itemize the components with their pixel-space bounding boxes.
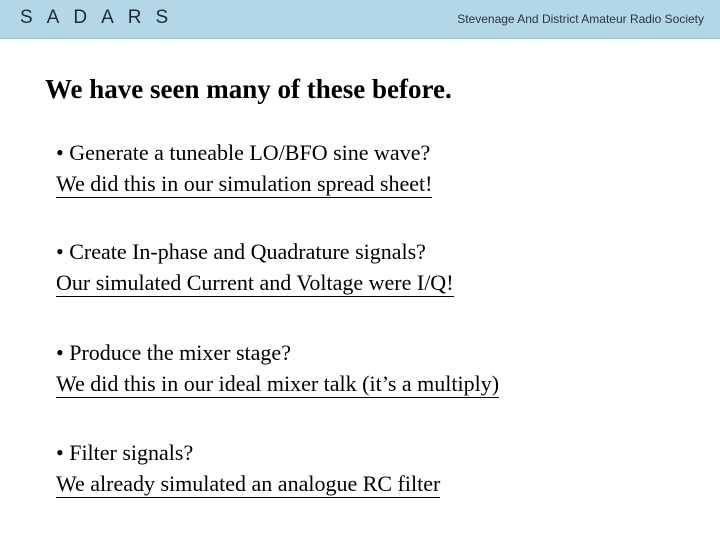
bullet-answer: We already simulated an analogue RC filter (56, 471, 441, 496)
bullet-answer: Our simulated Current and Voltage were I/Q! (56, 270, 454, 295)
bullet-answer: We did this in our simulation spread sheet! (56, 171, 433, 196)
bullet-item (56, 337, 499, 399)
bullet-answer: We did this in our ideal mixer talk (it’s a multiply) (56, 371, 500, 396)
bullet-item (56, 137, 432, 199)
bullet-question: • Produce the mixer stage? (56, 340, 291, 365)
slide-title: We have seen many of these before. (45, 74, 452, 104)
sadars-logo: SADARS (20, 7, 183, 28)
bullet-item (56, 437, 440, 499)
bullet-item (56, 236, 454, 298)
bullet-question: • Filter signals? (56, 440, 194, 465)
header-banner (0, 0, 720, 39)
society-name: Stevenage And District Amateur Radio Society (457, 12, 704, 26)
bullet-question: • Generate a tuneable LO/BFO sine wave? (56, 140, 431, 165)
bullet-question: • Create In-phase and Quadrature signals? (56, 239, 426, 264)
